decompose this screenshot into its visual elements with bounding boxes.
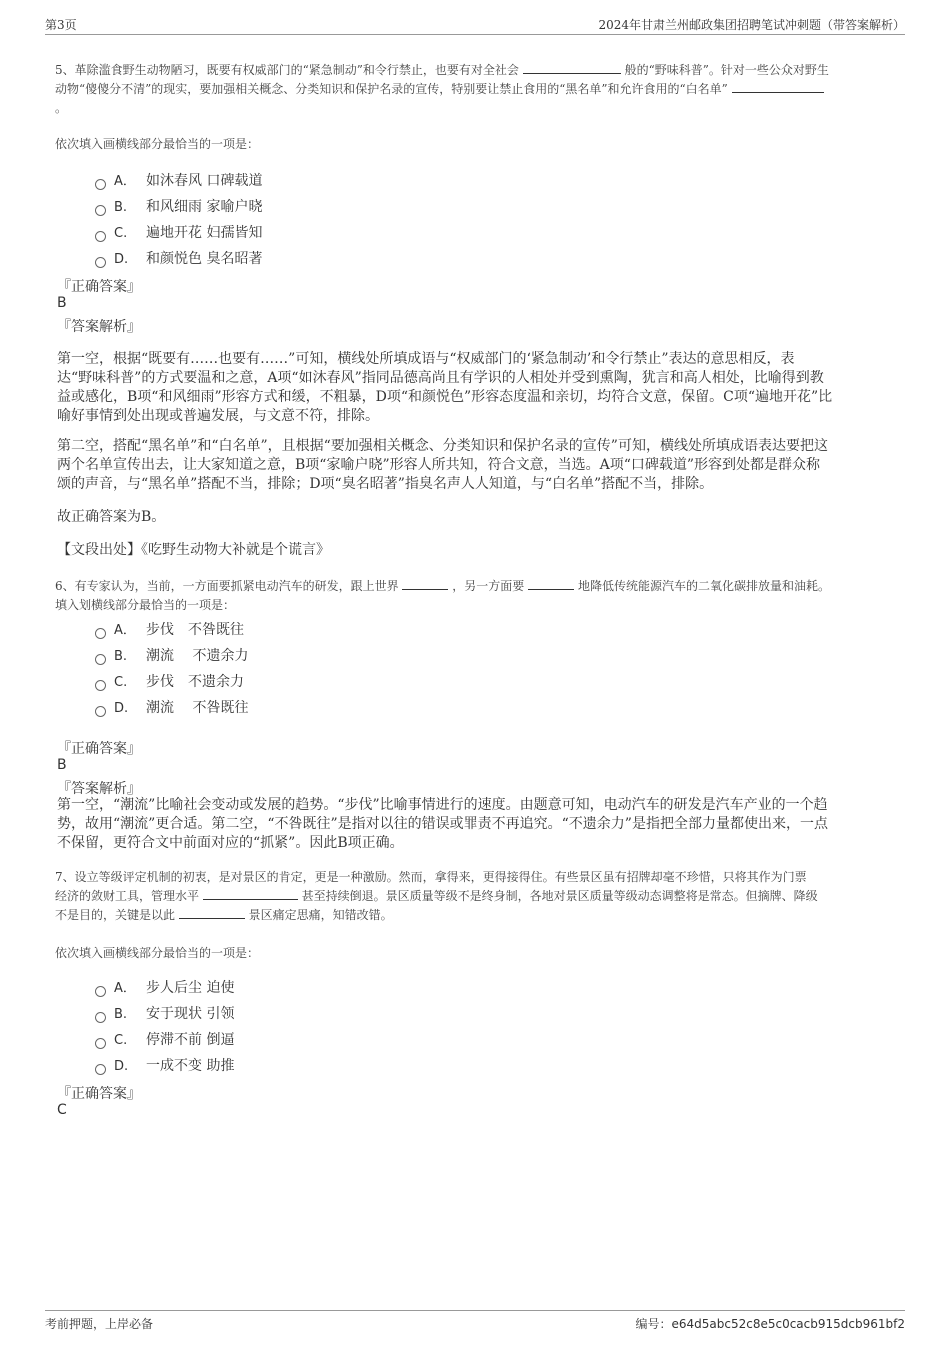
q7-option-c[interactable]: C. 停滞不前 倒逼: [95, 1029, 234, 1051]
radio-icon[interactable]: [95, 231, 106, 242]
radio-icon[interactable]: [95, 1064, 106, 1075]
radio-icon[interactable]: [95, 1038, 106, 1049]
q5-option-c[interactable]: C. 遍地开花 妇孺皆知: [95, 222, 262, 244]
q6-correct-answer-label: 『正确答案』: [57, 741, 141, 757]
q5-option-d[interactable]: D. 和颜悦色 臭名昭著: [95, 248, 262, 270]
q7-blank-1: [203, 887, 298, 900]
radio-icon[interactable]: [95, 257, 106, 268]
q5-correct-answer-label: 『正确答案』: [57, 279, 141, 295]
q5-analysis-p2: 第二空，搭配“黑名单”和“白名单”，且根据“要加强相关概念、分类知识和保护名录的宣传”可知，横线处所填成语表达要把这 两个名单宣传出去，让大家知道之意，B项“家喻户晓”形容人所共知，符合文意，当选。A项“口碑载道”形容到处都是群众称 颂的声音，与“黑名单”搭配不当，排除；D项“臭名昭著”指臭名声人人知道，与“白名单”搭配不当，排除。: [57, 438, 828, 492]
q7-blank-2: [179, 906, 245, 919]
q6-answer: B: [57, 757, 67, 773]
q6-option-d[interactable]: D. 潮流 不咎既往: [95, 697, 248, 719]
q7-stem: [55, 868, 905, 925]
q6-stem-line2: 填入划横线部分最恰当的一项是：: [55, 598, 236, 612]
radio-icon[interactable]: [95, 706, 106, 717]
q5-option-b[interactable]: B. 和风细雨 家喻户晓: [95, 196, 262, 218]
q7-stem-line1: 7、设立等级评定机制的初衷，是对景区的肯定，更是一种激励。然而，拿得来，更得接得住。有些景区虽有招牌却毫不珍惜，只将其作为门票: [55, 870, 807, 884]
q7-stem-line3b: 景区痛定思痛，知错改错。: [248, 908, 393, 922]
q5-conclusion: 故正确答案为B。: [57, 509, 166, 525]
q5-blank-2: [732, 80, 824, 93]
q6-analysis: 第一空，“潮流”比喻社会变动或发展的趋势。“步伐”比喻事情进行的速度。由题意可知，电动汽车的研发是汽车产业的一个趋 势，故用“潮流”更合适。第二空，“不咎既往”是指对以往的错误或罪责不再追究。“不遗余力”是指把全部力量都使出来，一点 不保留，更符合文中前面对应的“抓紧”。因此B项正确。: [57, 797, 828, 851]
radio-icon[interactable]: [95, 654, 106, 665]
q6-option-c[interactable]: C. 步伐 不遗余力: [95, 671, 244, 693]
q7-stem-line3a: 不是目的，关键是以此: [55, 908, 176, 922]
q5-prompt: 依次填入画横线部分最恰当的一项是：: [55, 137, 260, 151]
radio-icon[interactable]: [95, 628, 106, 639]
q5-analysis-label: 『答案解析』: [57, 319, 141, 335]
q6-stem-line1c: 地降低传统能源汽车的二氧化碳排放量和油耗。: [577, 579, 830, 593]
footer-code: 编号：e64d5abc52c8e5c0cacb915dcb961bf2: [635, 1317, 905, 1331]
radio-icon[interactable]: [95, 986, 106, 997]
q5-blank-1: [523, 61, 621, 74]
page-number: 第3页: [45, 18, 77, 32]
radio-icon[interactable]: [95, 179, 106, 190]
q7-answer: C: [57, 1102, 67, 1118]
q5-stem-line2a: 动物“傻傻分不清”的现实，要加强相关概念、分类知识和保护名录的宣传，特别要让禁止食用的“黑名单”和允许食用的“白名单”: [55, 82, 728, 96]
q5-stem-line3: 。: [55, 101, 68, 115]
radio-icon[interactable]: [95, 205, 106, 216]
q7-stem-line2b: 甚至持续倒退。景区质量等级不是终身制，各地对景区质量等级动态调整将是常态。但摘牌、降级: [301, 889, 818, 903]
page-footer: [45, 1310, 905, 1331]
q7-stem-line2a: 经济的敛财工具，管理水平: [55, 889, 200, 903]
q6-blank-2: [528, 577, 574, 590]
q7-option-a[interactable]: A． 步人后尘 迫使: [95, 977, 234, 999]
q5-analysis-p1: 第一空，根据“既要有……也要有……”可知，横线处所填成语与“权威部门的‘紧急制动’和令行禁止”表达的意思相反，表 达“野味科普”的方式要温和之意，A项“如沐春风”指同品德高尚且有学识的人相处并受到熏陶，犹言和高人相处，比喻得到教 益或感化，B项“和风细雨”形容方式和缓，不粗暴，D项“和颜悦色”形容态度温和亲切，均符合文意，保留。C项“遍地开花”比 喻好事情到处出现或普遍发展，与文意不符，排除。: [57, 351, 833, 424]
document-title: 2024年甘肃兰州邮政集团招聘笔试冲刺题（带答案解析）: [598, 18, 905, 32]
q7-correct-answer-label: 『正确答案』: [57, 1086, 141, 1102]
radio-icon[interactable]: [95, 1012, 106, 1023]
q6-stem-line1b: ，另一方面要: [452, 579, 525, 593]
q6-option-b[interactable]: B. 潮流 不遗余力: [95, 645, 248, 667]
page-header: [45, 14, 905, 35]
q6-stem-line1a: 6、有专家认为，当前，一方面要抓紧电动汽车的研发，跟上世界: [55, 579, 399, 593]
q6-blank-1: [402, 577, 448, 590]
q5-option-a[interactable]: A． 如沐春风 口碑载道: [95, 170, 262, 192]
q7-prompt: 依次填入画横线部分最恰当的一项是：: [55, 946, 260, 960]
footer-slogan: 考前押题，上岸必备: [45, 1317, 154, 1331]
q5-answer: B: [57, 295, 67, 311]
q7-option-d[interactable]: D. 一成不变 助推: [95, 1055, 234, 1077]
q6-option-a[interactable]: A． 步伐 不咎既往: [95, 619, 244, 641]
q5-stem-line1b: 般的“野味科普”。针对一些公众对野生: [624, 63, 829, 77]
q7-option-b[interactable]: B. 安于现状 引领: [95, 1003, 234, 1025]
q5-stem: [55, 61, 905, 118]
q6-stem: [55, 577, 905, 615]
q5-source: 【文段出处】《吃野生动物大补就是个谎言》: [57, 542, 330, 558]
q5-stem-line1a: 5、革除滥食野生动物陋习，既要有权威部门的“紧急制动”和令行禁止，也要有对全社会: [55, 63, 519, 77]
q6-analysis-label: 『答案解析』: [57, 781, 141, 797]
radio-icon[interactable]: [95, 680, 106, 691]
